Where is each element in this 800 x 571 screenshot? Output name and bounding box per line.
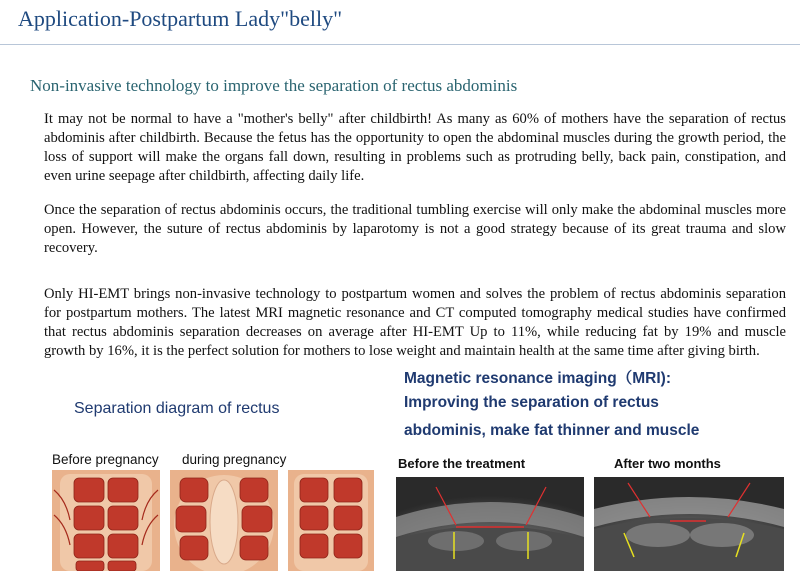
paragraph-intro: It may not be normal to have a "mother's belly" after childbirth! As many as 60% of mothers have the separation of rectus abdominis after childbirth. Because the fetus has the opportunity to open the abdominal muscles during the growth period, the loss of support will make the organs fall down, resulting in problems such as protruding belly, back pain, constipation, and even urine seepage after childbirth, affecting daily life. xyxy=(44,111,786,184)
page-title: Application-Postpartum Lady"belly" xyxy=(18,6,343,31)
diagram-title: Separation diagram of rectus xyxy=(74,400,280,417)
mri-heading-line-1: Magnetic resonance imaging（MRI): xyxy=(404,370,671,387)
label-before-treatment: Before the treatment xyxy=(398,456,526,471)
title-divider xyxy=(0,44,800,45)
label-after-two-months: After two months xyxy=(614,456,721,471)
paragraph-traditional: Once the separation of rectus abdominis occurs, the traditional tumbling exercise will only make the abdominal muscles more open. However, the suture of rectus abdominis by laparotomy is not a good strategy because of its great trauma and slow recovery. xyxy=(44,202,786,256)
abdominal-muscle-after-illustration xyxy=(288,470,374,571)
abdominal-muscle-before-illustration xyxy=(52,470,160,571)
mri-after-image xyxy=(594,477,784,571)
mri-before-image xyxy=(396,477,584,571)
label-during-pregnancy: during pregnancy xyxy=(182,452,287,467)
section-subtitle: Non-invasive technology to improve the separation of rectus abdominis xyxy=(30,76,518,95)
mri-heading-line-3: abdominis, make fat thinner and muscle xyxy=(404,422,700,439)
mri-heading-line-2: Improving the separation of rectus xyxy=(404,394,659,411)
paragraph-hi-emt: Only HI-EMT brings non-invasive technology to postpartum women and solves the problem of rectus abdominis separation for postpartum mothers. The latest MRI magnetic resonance and CT computed tomography medical studies have confirmed that rectus abdominis separation decreases on average after HI-EMT Up to 11%, while reducing fat by 19% and muscle growth by 16%, it is the perfect solution for mothers to lose weight and maintain health at the same time after giving birth. xyxy=(44,286,786,359)
abdominal-muscle-during-illustration xyxy=(170,470,278,571)
label-before-pregnancy: Before pregnancy xyxy=(52,452,159,467)
